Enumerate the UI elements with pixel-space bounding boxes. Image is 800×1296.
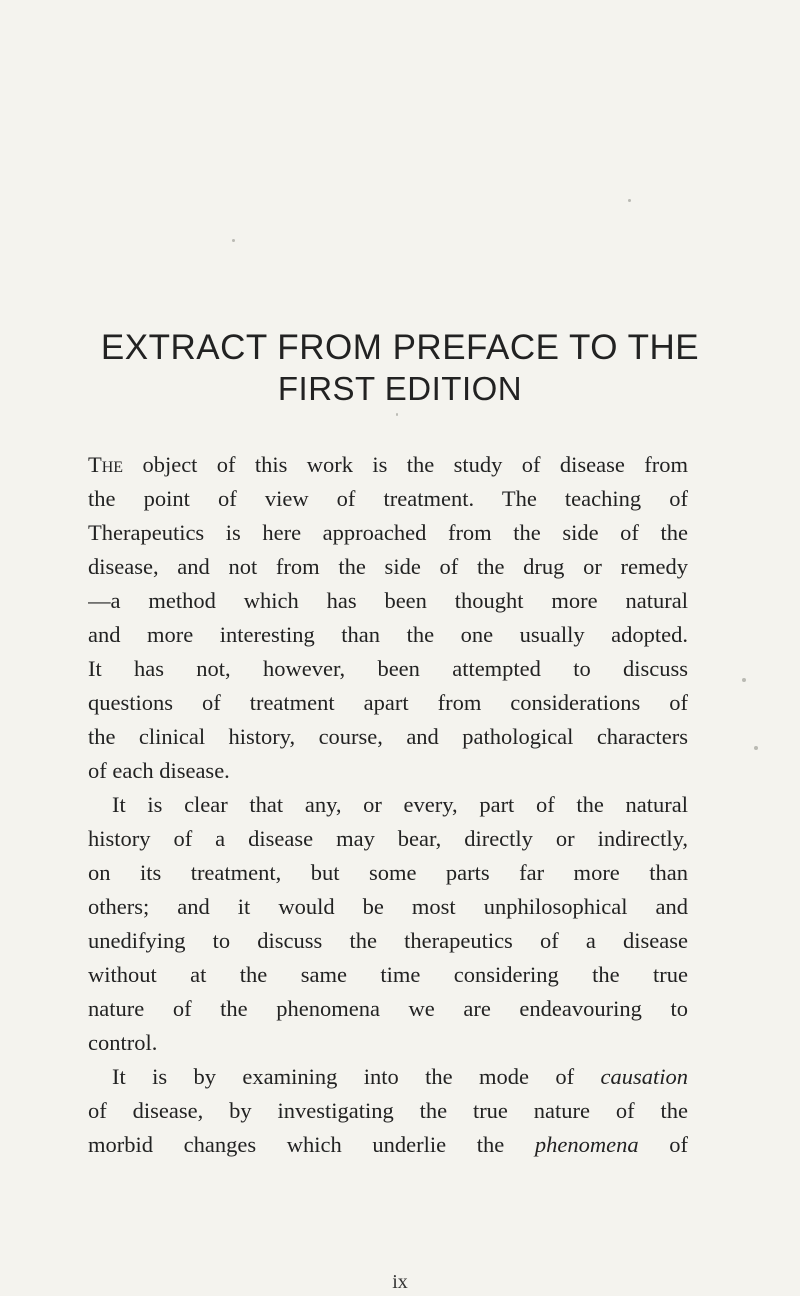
scan-speck — [754, 746, 758, 750]
text-line-17: nature of the phenomena we are endeavouring to — [88, 996, 688, 1021]
text-line-1: The object of this work is the study of disease from — [88, 452, 688, 477]
text-line-2: the point of view of treatment. The teaching of — [88, 486, 688, 511]
text-line-12: history of a disease may bear, directly or indirectly, — [88, 826, 688, 851]
text-line-18: control. — [88, 1030, 158, 1055]
text-line-4: disease, and not from the side of the drug or remedy — [88, 554, 688, 579]
text-line-13: on its treatment, but some parts far more than — [88, 860, 688, 885]
text-line-20: of disease, by investigating the true nature of the — [88, 1098, 688, 1123]
scan-speck — [232, 239, 235, 242]
page-number: ix — [392, 1271, 408, 1293]
scan-speck — [742, 678, 746, 682]
text-line-5: —a method which has been thought more natural — [88, 588, 688, 613]
text-line-6: and more interesting than the one usually adopted. — [88, 622, 688, 647]
text-line-21: morbid changes which underlie the phenomena of — [88, 1132, 688, 1157]
text-line-14: others; and it would be most unphilosophical and — [88, 894, 688, 919]
heading-line-1: EXTRACT FROM PREFACE TO THE — [100, 328, 700, 367]
scan-speck — [628, 199, 631, 202]
text-line-7: It has not, however, been attempted to discuss — [88, 656, 688, 681]
text-line-19: It is by examining into the mode of causation — [112, 1064, 688, 1089]
text-line-10: of each disease. — [88, 758, 230, 783]
heading-line-2: FIRST EDITION — [277, 370, 523, 407]
scan-speck — [396, 413, 398, 416]
text-line-9: the clinical history, course, and pathological characters — [88, 724, 688, 749]
text-line-3: Therapeutics is here approached from the side of the — [88, 520, 688, 545]
text-line-15: unedifying to discuss the therapeutics of a disease — [88, 928, 688, 953]
text-line-8: questions of treatment apart from considerations of — [88, 690, 688, 715]
italic-term: phenomena — [534, 1132, 639, 1157]
italic-term: causation — [600, 1064, 688, 1089]
lead-word: The — [88, 452, 124, 477]
text-line-11: It is clear that any, or every, part of the natural — [112, 792, 688, 817]
text-line-16: without at the same time considering the true — [88, 962, 688, 987]
